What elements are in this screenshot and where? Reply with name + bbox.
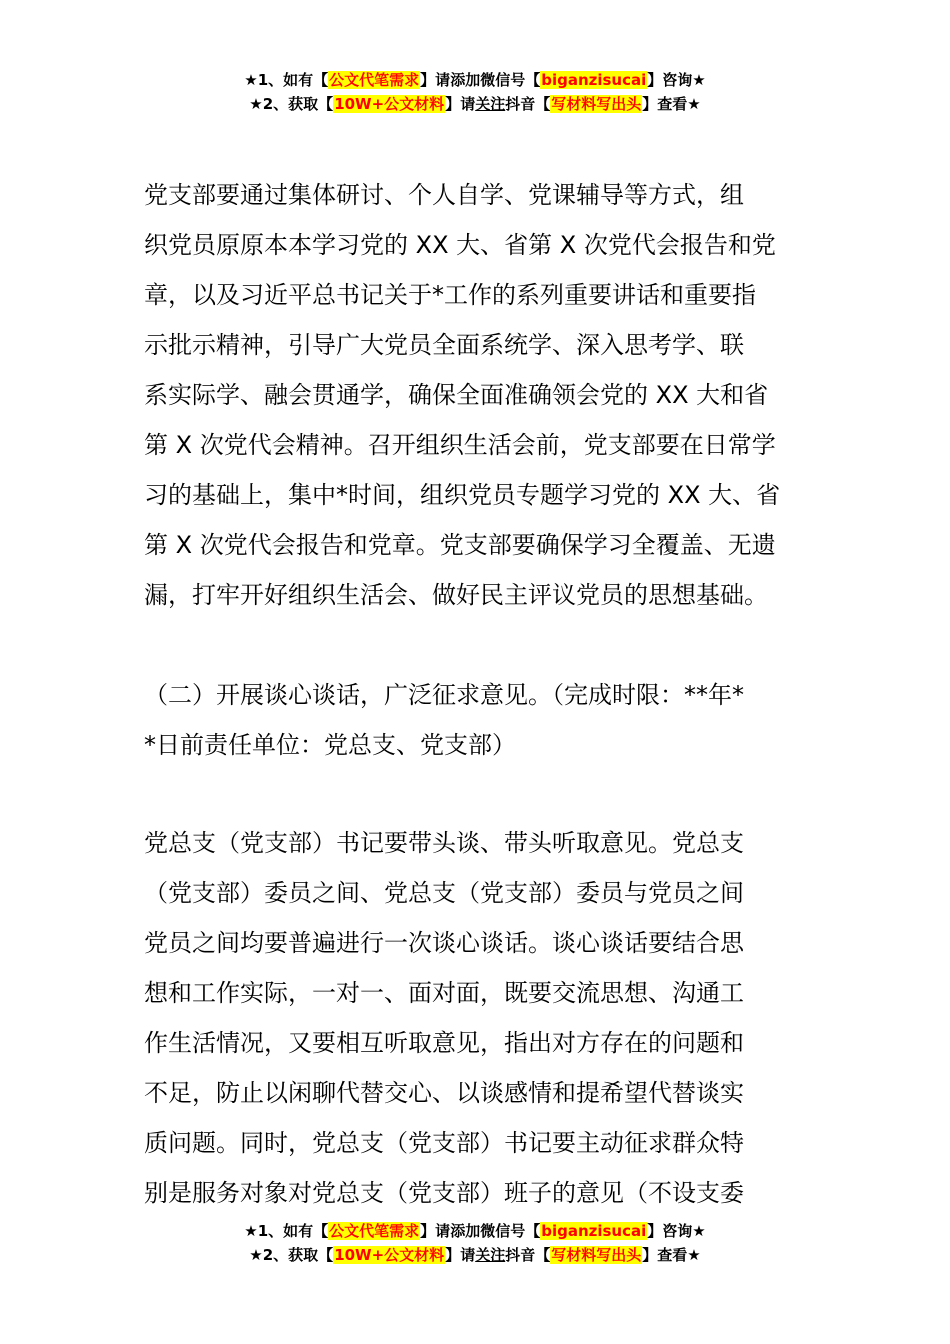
promo-text: 】查看★ <box>642 95 701 113</box>
promo-text: 抖音【 <box>505 95 551 113</box>
promo-text: 】咨询★ <box>647 71 706 89</box>
promo-highlight-materials: 10W+公文材料 <box>334 95 445 113</box>
text-line: 党员之间均要普遍进行一次谈心谈话。谈心谈话要结合思 <box>144 929 744 957</box>
text-line: 习的基础上，集中*时间，组织党员专题学习党的 XX 大、省 <box>144 481 781 509</box>
paragraph-heart-talk <box>144 818 810 1218</box>
promo-highlight-douyin-id: 写材料写出头 <box>551 1246 642 1264</box>
promo-text: 】查看★ <box>642 1246 701 1264</box>
promo-text: 】请 <box>420 1222 451 1240</box>
promo-line-1 <box>0 68 950 92</box>
promo-emphasis: 关注 <box>475 95 506 113</box>
text-line: 别是服务对象对党总支（党支部）班子的意见（不设支委 <box>144 1179 744 1207</box>
promo-emphasis: 关注 <box>475 1246 506 1264</box>
text-line: 系实际学、融会贯通学，确保全面准确领会党的 XX 大和省 <box>144 381 769 409</box>
section-heading <box>144 670 810 770</box>
promo-line-2 <box>0 92 950 116</box>
promo-text: 微信号【 <box>480 71 541 89</box>
text-line: （党支部）委员之间、党总支（党支部）委员与党员之间 <box>144 879 744 907</box>
promo-text: 抖音【 <box>505 1246 551 1264</box>
promo-text: 微信号【 <box>480 1222 541 1240</box>
paragraph-study <box>144 170 810 620</box>
text-line: 示批示精神，引导广大党员全面系统学、深入思考学、联 <box>144 331 744 359</box>
promo-text: 】请 <box>445 1246 476 1264</box>
promo-highlight-materials: 10W+公文材料 <box>334 1246 445 1264</box>
promo-text: ★2、获取【 <box>249 95 334 113</box>
promo-highlight-wechat-id: biganzisucai <box>541 1222 647 1240</box>
heading-line: （二）开展谈心谈话，广泛征求意见。（完成时限：**年* <box>144 681 744 709</box>
promo-text: 】请 <box>445 95 476 113</box>
promo-text: ★1、如有【 <box>244 1222 329 1240</box>
heading-line: *日前责任单位：党总支、党支部） <box>144 731 516 759</box>
text-line: 作生活情况，又要相互听取意见，指出对方存在的问题和 <box>144 1029 744 1057</box>
promo-highlight-wechat-id: biganzisucai <box>541 71 647 89</box>
promo-footer <box>0 1219 950 1267</box>
text-line: 第 X 次党代会报告和党章。党支部要确保学习全覆盖、无遗 <box>144 531 776 559</box>
promo-line-2 <box>0 1243 950 1267</box>
text-line: 想和工作实际，一对一、面对面，既要交流思想、沟通工 <box>144 979 744 1007</box>
promo-text: 】请 <box>420 71 451 89</box>
promo-text: ★2、获取【 <box>249 1246 334 1264</box>
text-line: 不足，防止以闲聊代替交心、以谈感情和提希望代替谈实 <box>144 1079 744 1107</box>
text-line: 第 X 次党代会精神。召开组织生活会前，党支部要在日常学 <box>144 431 776 459</box>
promo-text: 】咨询★ <box>647 1222 706 1240</box>
text-line: 质问题。同时，党总支（党支部）书记要主动征求群众特 <box>144 1129 744 1157</box>
promo-text: ★1、如有【 <box>244 71 329 89</box>
promo-highlight-service: 公文代笔需求 <box>329 1222 420 1240</box>
text-line: 章，以及习近平总书记关于*工作的系列重要讲话和重要指 <box>144 281 756 309</box>
promo-line-1 <box>0 1219 950 1243</box>
text-line: 织党员原原本本学习党的 XX 大、省第 X 次党代会报告和党 <box>144 231 776 259</box>
promo-emphasis: 添加 <box>450 71 481 89</box>
promo-emphasis: 添加 <box>450 1222 481 1240</box>
promo-highlight-douyin-id: 写材料写出头 <box>551 95 642 113</box>
text-line: 漏，打牢开好组织生活会、做好民主评议党员的思想基础。 <box>144 581 768 609</box>
text-line: 党支部要通过集体研讨、个人自学、党课辅导等方式，组 <box>144 181 744 209</box>
promo-header <box>0 68 950 116</box>
text-line: 党总支（党支部）书记要带头谈、带头听取意见。党总支 <box>144 829 744 857</box>
promo-highlight-service: 公文代笔需求 <box>329 71 420 89</box>
